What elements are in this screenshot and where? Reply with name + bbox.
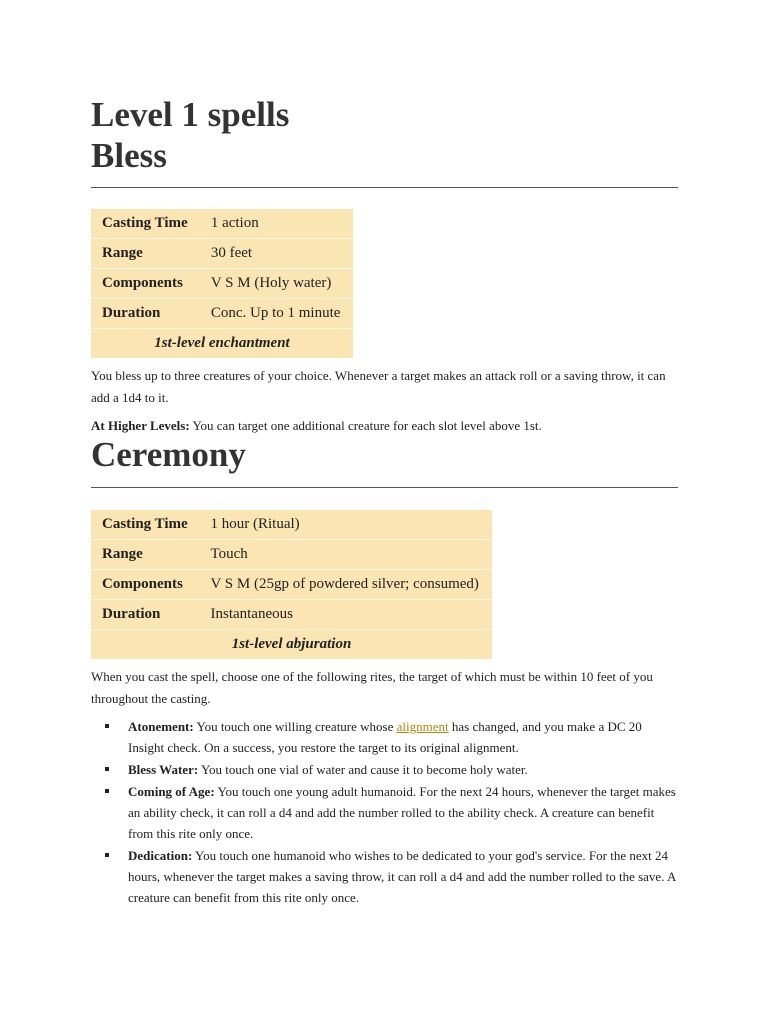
list-item-dedication <box>91 845 681 908</box>
bullet-icon <box>105 724 109 728</box>
higher-levels-label: At Higher Levels: <box>91 418 190 433</box>
stat-value: 1 hour (Ritual) <box>199 510 492 540</box>
stat-value: 30 feet <box>200 239 353 269</box>
list-item-bless-water <box>91 759 681 780</box>
spell-school: 1st-level enchantment <box>154 335 290 351</box>
rite-label: Coming of Age: <box>128 784 215 799</box>
rite-text: has changed, and you make a DC 20 Insight check. On a success, you restore the target to its original alignment. <box>128 719 642 755</box>
table-row-school <box>91 630 492 660</box>
list-item-atonement <box>91 716 681 758</box>
section-heading-level-1-spells: Level 1 spells <box>91 95 290 134</box>
table-row <box>91 510 492 540</box>
bullet-icon <box>105 853 109 857</box>
stat-key: Range <box>91 239 200 269</box>
divider <box>91 487 678 488</box>
bless-higher-levels <box>91 415 681 437</box>
rite-text: You touch one humanoid who wishes to be dedicated to your god's service. For the next 24 hours, whenever the target makes a saving throw, it can roll a d4 and add the number rolled to the save. A creature can benefit from this rite only once. <box>128 848 676 905</box>
table-row <box>91 269 353 299</box>
higher-levels-text: You can target one additional creature for each slot level above 1st. <box>189 418 542 433</box>
rite-text: You touch one vial of water and cause it to become holy water. <box>198 762 528 777</box>
divider <box>91 187 678 188</box>
stat-key: Casting Time <box>91 510 199 540</box>
rite-label: Dedication: <box>128 848 193 863</box>
stat-value: V S M (25gp of powdered silver; consumed) <box>199 570 492 600</box>
ceremony-stat-table <box>91 510 492 659</box>
stat-value: V S M (Holy water) <box>200 269 353 299</box>
bullet-icon <box>105 789 109 793</box>
stat-value: Touch <box>199 540 492 570</box>
table-row <box>91 209 353 239</box>
stat-key: Casting Time <box>91 209 200 239</box>
table-row <box>91 540 492 570</box>
table-row-school <box>91 329 353 359</box>
bless-stat-table <box>91 209 353 358</box>
stat-value: Conc. Up to 1 minute <box>200 299 353 329</box>
stat-key: Components <box>91 269 200 299</box>
list-item-coming-of-age <box>91 781 681 844</box>
table-row <box>91 570 492 600</box>
stat-value: Instantaneous <box>199 600 492 630</box>
stat-key: Duration <box>91 299 200 329</box>
spell-school: 1st-level abjuration <box>231 636 352 652</box>
bless-description: You bless up to three creatures of your choice. Whenever a target makes an attack roll or a saving throw, it can add a 1d4 to it. <box>91 368 666 405</box>
bullet-icon <box>105 767 109 771</box>
spell-title-bless: Bless <box>91 136 167 175</box>
rites-list <box>91 716 681 909</box>
table-row <box>91 239 353 269</box>
table-row <box>91 600 492 630</box>
alignment-link[interactable]: alignment <box>396 719 449 734</box>
table-row <box>91 299 353 329</box>
rite-label: Atonement: <box>128 719 194 734</box>
rite-text: You touch one young adult humanoid. For the next 24 hours, whenever the target makes an ability check, it can roll a d4 and add the number rolled to the ability check. A creature can benefit from this rite only once. <box>128 784 676 841</box>
stat-key: Components <box>91 570 199 600</box>
ceremony-description: When you cast the spell, choose one of the following rites, the target of which must be within 10 feet of you throughout the casting. <box>91 669 653 706</box>
stat-key: Range <box>91 540 199 570</box>
stat-key: Duration <box>91 600 199 630</box>
stat-value: 1 action <box>200 209 353 239</box>
rite-text: You touch one willing creature whose <box>193 719 397 734</box>
rite-label: Bless Water: <box>128 762 199 777</box>
spell-title-ceremony: Ceremony <box>91 435 246 474</box>
